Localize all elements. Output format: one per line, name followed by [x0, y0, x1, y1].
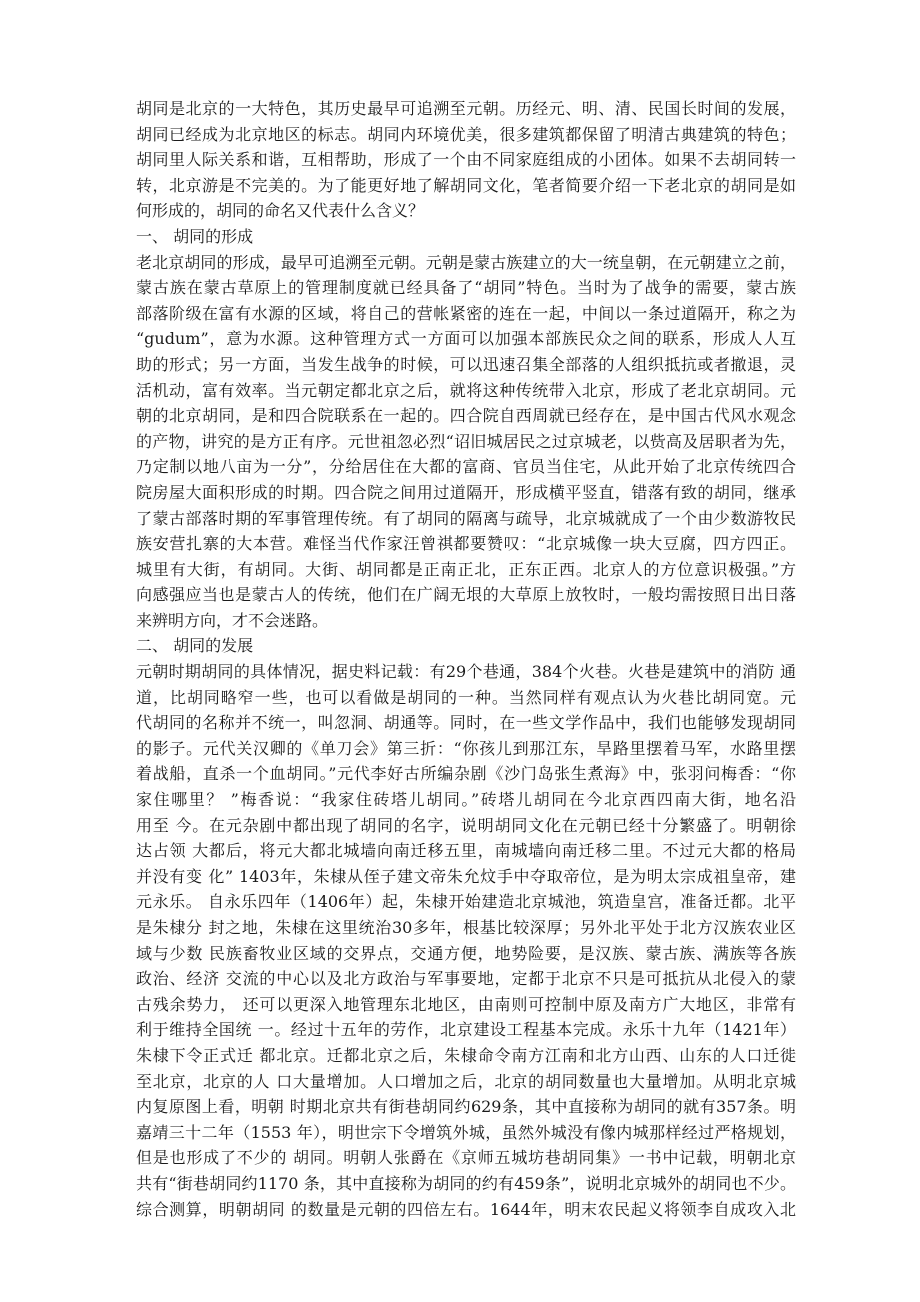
paragraph-line: 嘉靖三十二年（1553 年），明世宗下令增筑外城，虽然外城没有像内城那样经过严格规划，	[136, 1122, 796, 1142]
paragraph-line: 是朱棣分 封之地，朱棣在这里统治30多年，根基比较深厚；另外北平处于北方汉族农业区	[136, 918, 796, 937]
paragraph-line: 古残余势力， 还可以更深入地管理东北地区，由南则可控制中原及南方广大地区，非常有	[136, 994, 796, 1014]
paragraph-line: 内复原图上看，明朝 时期北京共有街巷胡同约629条，其中直接称为胡同的就有357条。明	[136, 1097, 796, 1117]
section-heading: 二、 胡同的发展	[136, 636, 254, 656]
paragraph-line: 至北京，北京的人 口大量增加。人口增加之后，北京的胡同数量也大量增加。从明北京城	[136, 1071, 796, 1091]
paragraph-line: 胡同是北京的一大特色，其历史最早可追溯至元朝。历经元、明、清、民国长时间的发展，	[136, 99, 796, 118]
paragraph-line: 朝的北京胡同，是和四合院联系在一起的。四合院自西周就已经存在，是中国古代风水观念	[136, 406, 796, 426]
paragraph-line: 家住哪里？ ”梅香说：“我家住砖塔儿胡同。”砖塔儿胡同在今北京西四南大街，地名沿	[136, 790, 796, 810]
paragraph-line: 的产物，讲究的是方正有序。元世祖忽必烈“诏旧城居民之过京城老，以赀高及居职者为先，	[136, 431, 796, 451]
paragraph-line: 用至 今。在元杂剧中都出现了胡同的名字，说明胡同文化在元朝已经十分繁盛了。明朝徐	[136, 815, 796, 835]
paragraph-line: 政治、经济 交流的中心以及北方政治与军事要地，定都于北京不只是可抵抗从北侵入的蒙	[136, 969, 796, 989]
paragraph-line: 助的形式；另一方面，当发生战争的时候，可以迅速召集全部落的人组织抵抗或者撤退，灵	[136, 354, 796, 374]
paragraph-line: 院房屋大面积形成的时期。四合院之间用过道隔开，形成横平竖直，错落有致的胡同，继承	[136, 482, 796, 502]
paragraph-line: 朱棣下令正式迁 都北京。迁都北京之后，朱棣命令南方江南和北方山西、山东的人口迁徙	[136, 1045, 796, 1065]
paragraph-line: 转，北京游是不完美的。为了能更好地了解胡同文化，笔者简要介绍一下老北京的胡同是如	[136, 175, 796, 195]
paragraph-line: “gudum”，意为水源。这种管理方式一方面可以加强本部族民众之间的联系，形成人人互	[136, 329, 796, 349]
paragraph-line: 代胡同的名称并不统一，叫忽洞、胡通等。同时，在一些文学作品中，我们也能够发现胡同	[136, 713, 796, 733]
paragraph-line: 共有“街巷胡同约1170 条，其中直接称为胡同的约有459条”，说明北京城外的胡同也不少。	[136, 1173, 796, 1193]
paragraph-line: 元永乐。 自永乐四年（1406年）起，朱棣开始建造北京城池，筑造皇宫，准备迁都。北平	[136, 892, 796, 912]
paragraph-line: 利于维持全国统 一。经过十五年的劳作，北京建设工程基本完成。永乐十九年（1421年）	[136, 1020, 796, 1040]
paragraph-line: 综合测算，明朝胡同 的数量是元朝的四倍左右。1644年，明末农民起义将领李自成攻入北	[136, 1199, 796, 1219]
document-page	[136, 96, 796, 1222]
paragraph-line: 来辨明方向，才不会迷路。	[136, 610, 329, 630]
paragraph-line: 达占领 大都后，将元大都北城墙向南迁移五里，南城墙向南迁移二里。不过元大都的格局	[136, 841, 796, 861]
paragraph-line: 向感强应当也是蒙古人的传统，他们在广阔无垠的大草原上放牧时，一般均需按照日出日落	[136, 585, 796, 605]
paragraph-line: 老北京胡同的形成，最早可追溯至元朝。元朝是蒙古族建立的大一统皇朝，在元朝建立之前，	[136, 252, 796, 272]
paragraph-line: 域与少数 民族畜牧业区域的交界点，交通方便，地势险要，是汉族、蒙古族、满族等各族	[136, 943, 796, 963]
paragraph-line: 并没有变 化” 1403年，朱棣从侄子建文帝朱允炆手中夺取帝位，是为明太宗成祖皇帝，建	[136, 866, 796, 886]
paragraph-line: 道，比胡同略窄一些，也可以看做是胡同的一种。当然同样有观点认为火巷比胡同宽。元	[136, 687, 796, 707]
paragraph-line: 但是也形成了不少的 胡同。明朝人张爵在《京师五城坊巷胡同集》一书中记载，明朝北京	[136, 1148, 796, 1168]
paragraph-line: 元朝时期胡同的具体情况，据史料记载：有29个巷通，384个火巷。火巷是建筑中的消防 通	[136, 662, 796, 682]
paragraph-line: 了蒙古部落时期的军事管理传统。有了胡同的隔离与疏导，北京城就成了一个由少数游牧民	[136, 508, 796, 528]
paragraph-line: 城里有大街，有胡同。大街、胡同都是正南正北，正东正西。北京人的方位意识极强。”方	[136, 559, 796, 579]
paragraph-line: 乃定制以地八亩为一分”，分给居住在大都的富商、官员当住宅，从此开始了北京传统四合	[136, 457, 796, 477]
paragraph-line: 着战船，直杀一个血胡同。”元代李好古所编杂剧《沙门岛张生煮海》中，张羽问梅香：“你	[136, 764, 796, 784]
paragraph-line: 胡同已经成为北京地区的标志。胡同内环境优美，很多建筑都保留了明清古典建筑的特色；	[136, 124, 796, 144]
paragraph-line: 族安营扎寨的大本营。难怪当代作家汪曾祺都要赞叹：“北京城像一块大豆腐，四方四正。	[136, 534, 796, 554]
paragraph-line: 蒙古族在蒙古草原上的管理制度就已经具备了“胡同”特色。当时为了战争的需要，蒙古族	[136, 278, 796, 298]
paragraph-line: 的影子。元代关汉卿的《单刀会》第三折：“你孩儿到那江东，旱路里摆着马军，水路里摆	[136, 738, 796, 758]
paragraph-line: 胡同里人际关系和谐，互相帮助，形成了一个由不同家庭组成的小团体。如果不去胡同转一	[136, 150, 796, 170]
paragraph-line: 活机动，富有效率。当元朝定都北京之后，就将这种传统带入北京，形成了老北京胡同。元	[136, 380, 796, 400]
section-heading: 一、 胡同的形成	[136, 226, 254, 246]
paragraph-line: 何形成的，胡同的命名又代表什么含义？	[136, 201, 425, 221]
paragraph-line: 部落阶级在富有水源的区域，将自己的营帐紧密的连在一起，中间以一条过道隔开，称之为	[136, 303, 796, 323]
